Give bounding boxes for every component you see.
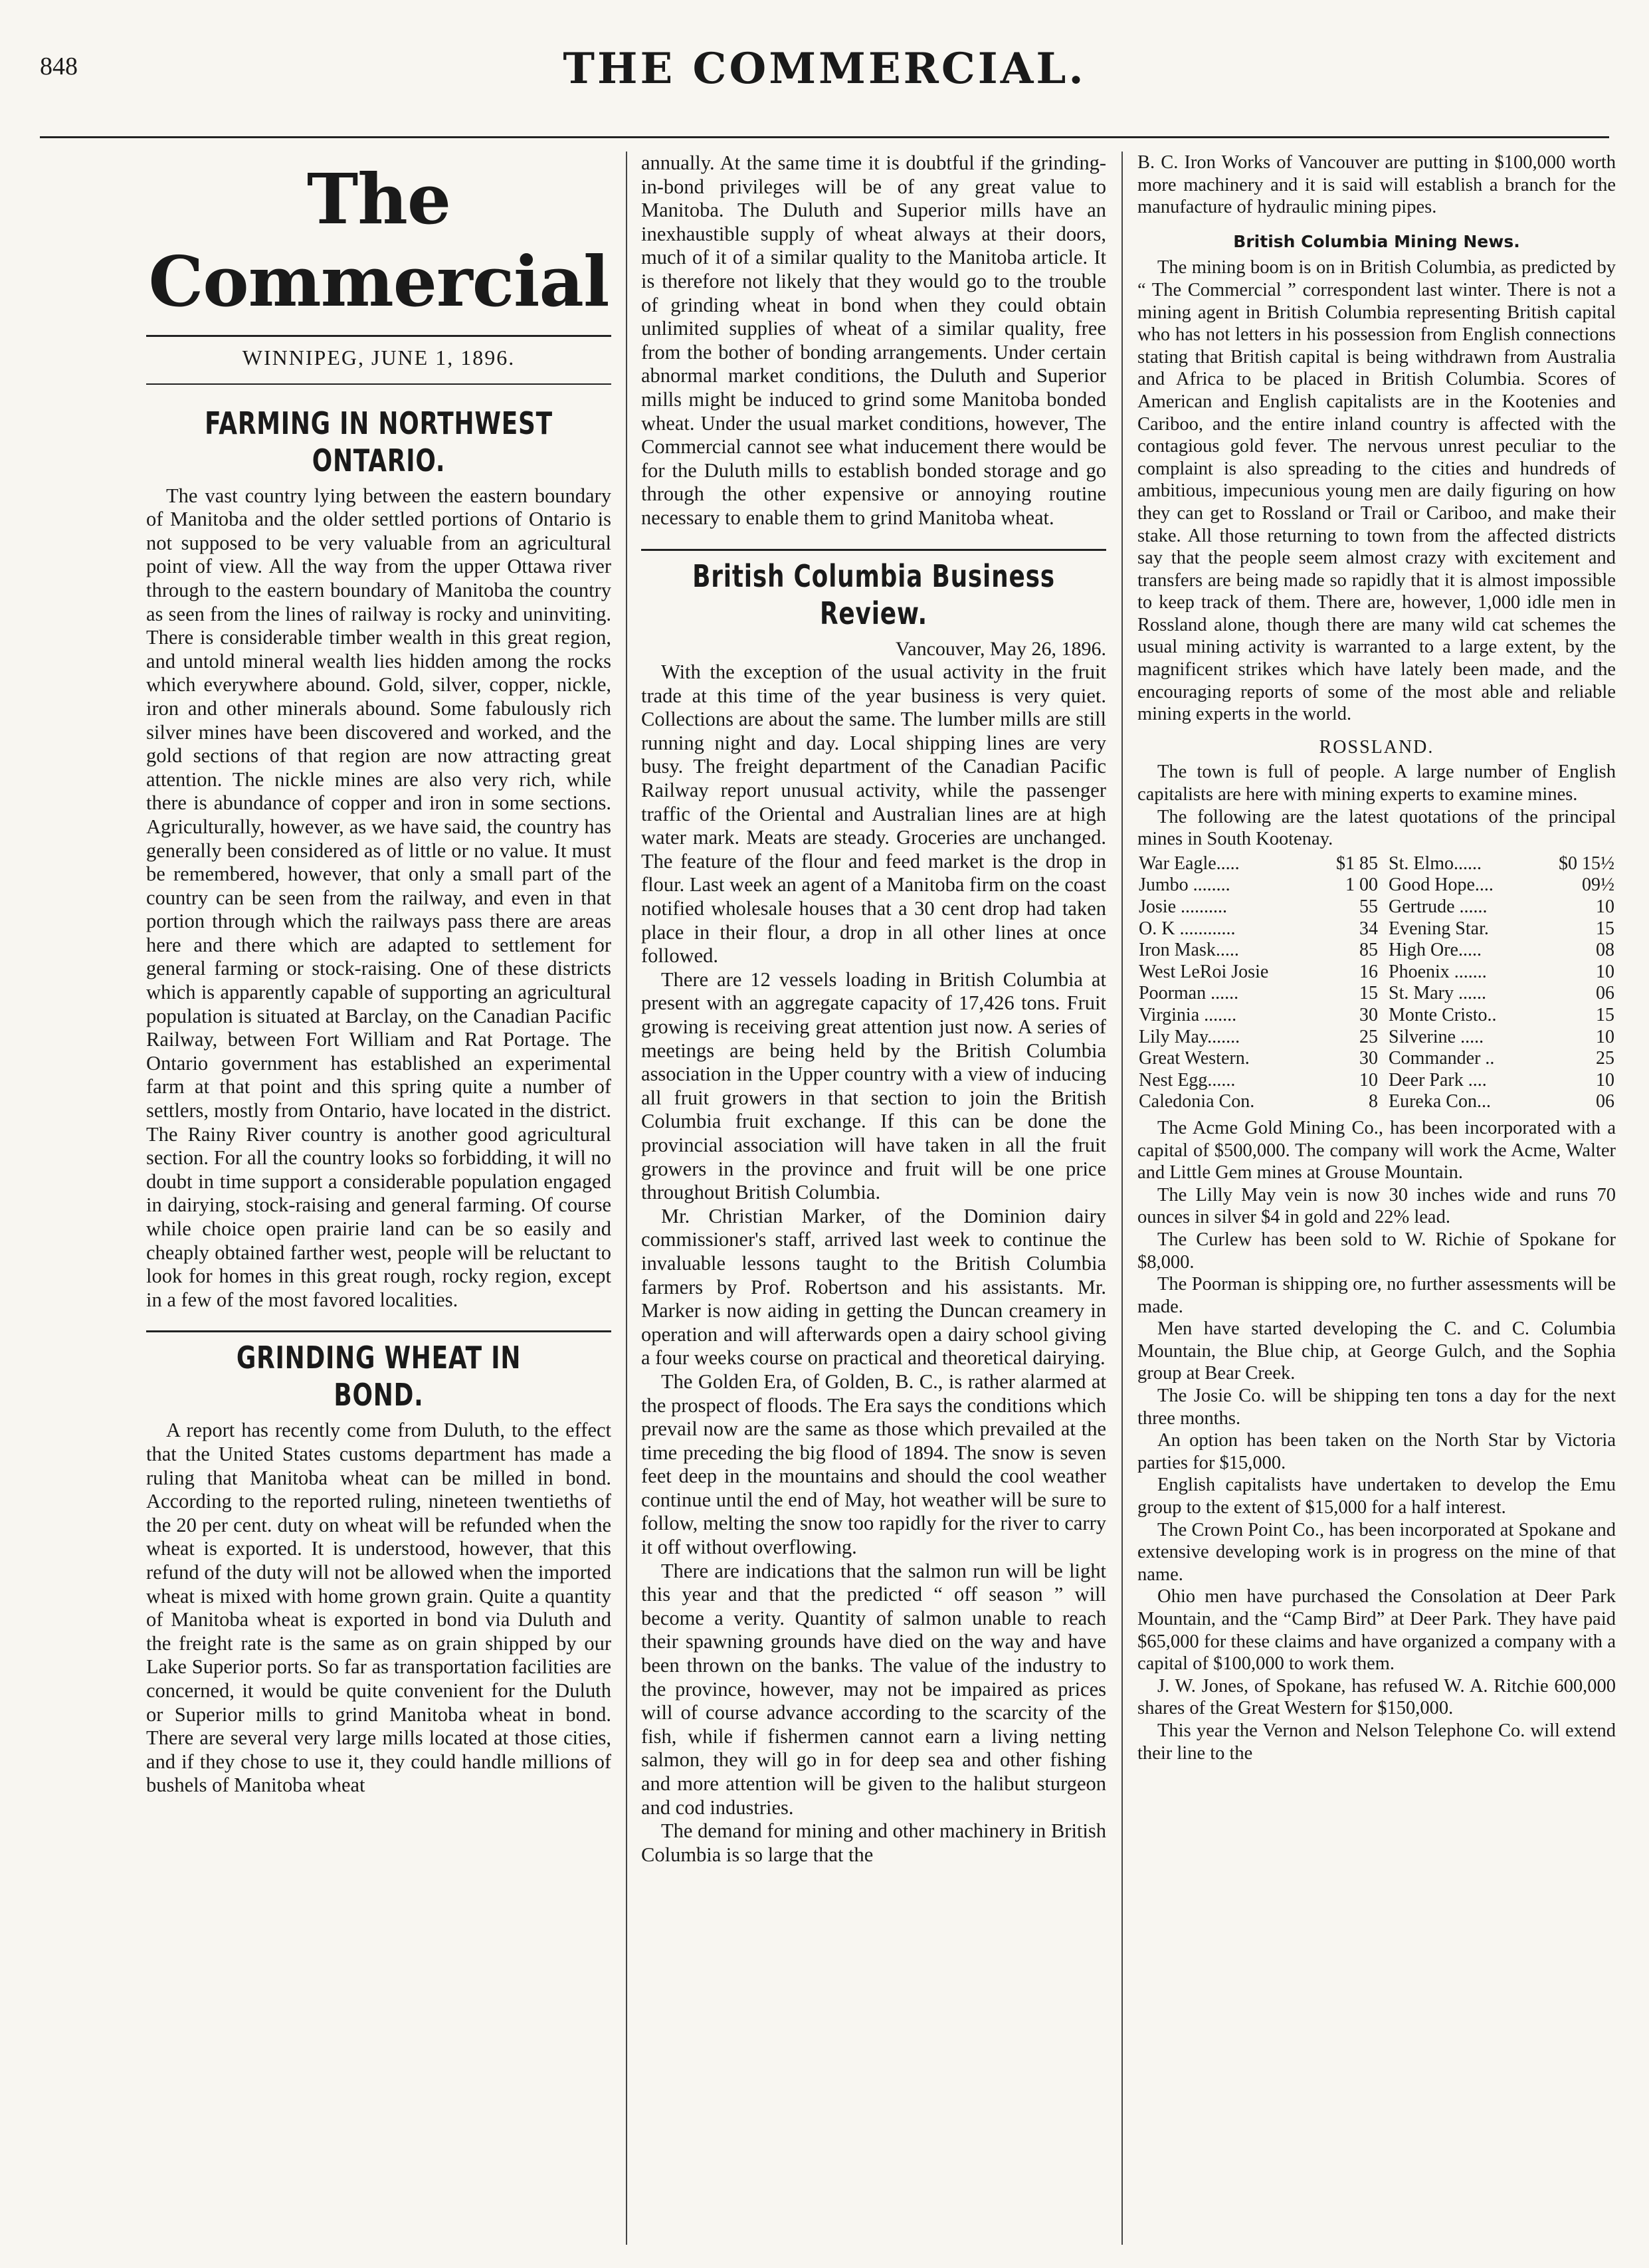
column-3 [1137,152,1616,2245]
dateline-rule [146,383,611,385]
mine-name: West LeRoi Josie [1139,961,1269,982]
mine-name: Good Hope.... [1389,875,1494,896]
mine-price: 10 [1596,896,1614,917]
mine-name: Caledonia Con. [1139,1091,1255,1112]
mine-price: 25 [1596,1048,1614,1069]
mine-price: 25 [1359,1026,1378,1047]
mine-price: 8 [1369,1091,1378,1112]
article-paragraph: The Lilly May vein is now 30 inches wide and runs 70 ounces in silver $4 in gold and 22% lead. [1137,1184,1616,1228]
article-paragraph: B. C. Iron Works of Vancouver are putting in $100,000 worth more machinery and it is said will establish a branch for the manufacture of hydraulic mining pipes. [1137,152,1616,218]
mine-name: St. Elmo...... [1389,853,1482,874]
article-paragraph: Mr. Christian Marker, of the Dominion dairy commissioner's staff, arrived last week to continue the invaluable lessons taught to the British Columbia farmers by Prof. Robertson and his assistants. Mr. Marker is now aiding in getting the Duncan creamery in operation and will afterwards open a dairy school giving a four weeks course on practical and theoretical dairying. [641,1204,1106,1370]
mine-price: 10 [1596,1026,1614,1047]
masthead-rule [146,335,611,337]
quotation-row [1137,1027,1616,1049]
quotation-row [1137,1070,1616,1092]
mine-name: Iron Mask..... [1139,940,1239,961]
quotation-row [1137,896,1616,918]
mine-name: Lily May....... [1139,1026,1240,1047]
quotation-row [1137,853,1616,875]
mine-price: $0 15½ [1559,853,1614,874]
article-paragraph: The Poorman is shipping ore, no further assessments will be made. [1137,1274,1616,1317]
mine-price: 06 [1596,1091,1614,1112]
article-paragraph: The Josie Co. will be shipping ten tons a day for the next three months. [1137,1386,1616,1429]
article-headline: British Columbia Business Review. [692,558,1055,631]
mine-price: 55 [1359,896,1378,917]
article-paragraph: annually. At the same time it is doubtful if the grinding-in-bond privileges will be of any great value to Manitoba. The Duluth and Superior mills have an inexhaustible supply of wheat always at their doors, much of it of a similar quality to the Manitoba article. It is therefore not likely that they would go to the trouble of grinding wheat in bond when they could obtain unlimited supplies of wheat of a similar quality, free from the bother of bonding arrangements. Under certain abnormal market conditions, the Duluth and Superior mills might be induced to grind some Manitoba bonded wheat. Under the usual market conditions, however, The Commercial cannot see what inducement there would be for the Duluth mills to establish bonded storage and go through the other expensive or annoying routine necessary to enable them to grind Manitoba wheat. [641,152,1106,529]
mine-price: 15 [1359,983,1378,1004]
section-subhead: British Columbia Mining News. [1233,231,1520,251]
mine-price: 10 [1359,1069,1378,1090]
article-paragraph: Men have started developing the C. and C. Columbia Mountain, the Blue chip, at George Gulch, and the Sophia group at Bear Creek. [1137,1318,1616,1384]
mine-price: 16 [1359,961,1378,982]
article-headline: GRINDING WHEAT IN BOND. [236,1340,522,1413]
section-heading: ROSSLAND. [1319,736,1434,758]
mine-name: Eureka Con... [1389,1091,1491,1112]
mine-price: 10 [1596,1069,1614,1090]
mine-price: 15 [1596,1004,1614,1025]
quotation-row [1137,1091,1616,1113]
column-1 [146,152,611,2245]
mine-name: Poorman ...... [1139,983,1239,1004]
mine-name: Commander .. [1389,1048,1495,1069]
quotation-row [1137,983,1616,1005]
mine-price: 09½ [1582,875,1614,896]
article-headline: FARMING IN NORTHWEST ONTARIO. [205,405,553,478]
mine-price: 30 [1359,1004,1378,1025]
mine-name: Evening Star. [1389,918,1489,939]
article-paragraph: The Curlew has been sold to W. Richie of Spokane for $8,000. [1137,1229,1616,1273]
mine-price: 34 [1359,918,1378,939]
page-number: 848 [40,52,78,80]
article-paragraph: Ohio men have purchased the Consolation at Deer Park Mountain, and the “Camp Bird” at Deer Park. They have paid $65,000 for these claims and have organized a company with a capital of $100,000 to work them. [1137,1586,1616,1675]
article-paragraph: The town is full of people. A large number of English capitalists are here with mining experts to examine mines. [1137,762,1616,805]
article-paragraph: A report has recently come from Duluth, to the effect that the United States customs department has made a ruling that Manitoba wheat can be milled in bond. According to the reported ruling, nineteen twentieths of the 20 per cent. duty on wheat will be refunded when the wheat is exported. It is understood, however, that this refund of the duty will not be allowed when the imported wheat is mixed with home grown grain. Quite a quantity of Manitoba wheat is exported in bond via Duluth and the freight rate is the same as on grain shipped by our Lake Superior ports. So far as transportation facilities are concerned, it would be quite convenient for the Duluth or Superior mills to grind Manitoba wheat in bond. There are several very large mills located at those cities, and if they chose to use it, they could handle millions of bushels of Manitoba wheat [146,1419,611,1797]
mine-name: Virginia ....... [1139,1004,1237,1025]
column-separator-1 [626,152,627,2245]
mine-price: 85 [1359,940,1378,961]
mine-price: 15 [1596,918,1614,939]
mine-price: 08 [1596,940,1614,961]
quotation-row [1137,918,1616,940]
mine-price: $1 85 [1336,853,1378,874]
article-paragraph: J. W. Jones, of Spokane, has refused W. A. Ritchie 600,000 shares of the Great Western for $150,000. [1137,1675,1616,1719]
dateline: WINNIPEG, JUNE 1, 1896. [242,346,516,369]
article-paragraph: The Golden Era, of Golden, B. C., is rather alarmed at the prospect of floods. The Era says the conditions which prevail now are the same as those which prevailed at the time preceding the big flood of 1894. The snow is seven feet deep in the mountains and should the cool weather continue until the end of May, hot weather will be sure to follow, melting the snow too rapidly for the river to carry it off without overflowing. [641,1370,1106,1559]
mine-name: O. K ............ [1139,918,1236,939]
article-paragraph: With the exception of the usual activity in the fruit trade at this time of the year business is very quiet. Collections are about the same. The lumber mills are still running night and day. Local shipping lines are very busy. The freight department of the Canadian Pacific Railway report unusual activity, while the passenger traffic of the Oriental and Australian lines are at high water mark. Meats are steady. Groceries are unchanged. The feature of the flour and feed market is the drop in flour. Last week an agent of a Manitoba firm on the coast notified wholesale houses that a 30 cent drop had taken place in their flour, a drop in all other lines at once followed. [641,661,1106,968]
quotation-row [1137,962,1616,983]
article-paragraph: The mining boom is on in British Columbia, as predicted by “ The Commercial ” correspondent last winter. There is not a mining agent in British Columbia representing British capital who has not letters in his possession from English connections stating that British capital is being withdrawn from Australia and Africa to be placed in British Columbia. Scores of American and English capitalists are in the Kootenies and Cariboo, and the entire inland country is affected with the contagious gold fever. The nervous unrest peculiar to the complaint is also spreading to the cities and hundreds of ambitious, impecunious young men are daily figuring on how they can get to Rossland or Trail or Cariboo, and make their stake. All those returning to town from the affected districts say that the people seem almost crazy with excitement and transfers are being made so rapidly that it is almost impossible to keep track of them. There are, however, 1,000 idle men in Rossland alone, though there are many wild cat schemes the usual mining activity is warranted to a large extent, by the magnificent strikes which have lately been made, and the encouraging reports of some of the most able and reliable mining experts in the world. [1137,257,1616,725]
article-paragraph: There are 12 vessels loading in British Columbia at present with an aggregate capacity of 17,426 tons. Fruit growing is receiving great attention just now. A series of meetings are being held by the British Columbia association in the Upper country with a view of inducing all fruit growers in that section to join the British Columbia fruit exchange. If this can be done the provincial association will have taken in all the fruit growers in the province and fruit will be one price throughout British Columbia. [641,968,1106,1204]
mine-name: Great Western. [1139,1048,1250,1069]
mine-name: Josie .......... [1139,896,1227,917]
mine-name: Phoenix ....... [1389,961,1487,982]
mine-name: Nest Egg...... [1139,1069,1236,1090]
article-paragraph: The demand for mining and other machinery in British Columbia is so large that the [641,1819,1106,1866]
mine-name: Silverine ..... [1389,1026,1484,1047]
mine-price: 06 [1596,983,1614,1004]
mine-name: St. Mary ...... [1389,983,1486,1004]
mine-name: Deer Park .... [1389,1069,1487,1090]
article-paragraph: The Acme Gold Mining Co., has been incorporated with a capital of $500,000. The company will work the Acme, Walter and Little Gem mines at Grouse Mountain. [1137,1117,1616,1184]
article-paragraph: An option has been taken on the North Star by Victoria parties for $15,000. [1137,1430,1616,1473]
masthead: The Commercial [148,158,609,322]
article-paragraph: There are indications that the salmon run will be light this year and that the predicted “ off season ” will become a verity. Quantity of salmon unable to reach their spawning grounds have died on the way and have been thrown on the banks. The value of the industry to the province, however, may not be impaired as prices will of course advance according to the scarcity of the fish, while if fishermen cannot earn a living netting salmon, they will go in for deep sea and other fishing and more attention will be given to the halibut sturgeon and cod industries. [641,1559,1106,1819]
header-rule [40,136,1609,138]
mine-price: 30 [1359,1048,1378,1069]
headline-rule [146,1330,611,1332]
article-paragraph: English capitalists have undertaken to develop the Emu group to the extent of $15,000 for a half interest. [1137,1475,1616,1518]
mine-price: 1 00 [1345,875,1378,896]
mine-price: 10 [1596,961,1614,982]
column-separator-2 [1121,152,1123,2245]
mine-name: Monte Cristo.. [1389,1004,1497,1025]
article-paragraph: The vast country lying between the eastern boundary of Manitoba and the older settled portions of Ontario is not supposed to be very valuable from an agricultural point of view. All the way from the upper Ottawa river through to the eastern boundary of Manitoba the country as seen from the lines of railway is rocky and uninviting. There is considerable timber wealth in this great region, and untold mineral wealth lies hidden among the rocks which everywhere abound. Gold, silver, copper, nickle, iron and other minerals abound. Some fabulously rich silver mines have been discovered and worked, and the gold sections of that region are now attracting great attention. The nickle mines are also very rich, while there is abundance of copper and iron in some sections. Agriculturally, however, as we have said, the country has generally been considered as of little or no value. It must be remembered, however, that only a small part of the country can be seen from the railway, and even in that portion through which the railways pass there are areas here and there which are adapted to settlement for general farming or stock-raising. One of these districts which is apparently capable of supporting an agricultural population is situated at Barclay, on the Canadian Pacific Railway, between Fort William and Rat Portage. The Ontario government has established an experimental farm at that point and this spring quite a number of settlers, mostly from Ontario, have located in the district. The Rainy River country is another good agricultural section. For all the country looks so forbidding, it will no doubt in time support a considerable population engaged in dairying, stock-raising and general farming. Of course while choice open prairie land can be so easily and cheaply obtained farther west, people will be reluctant to look for homes in this great rough, rocky region, except in a few of the most favored localities. [146,484,611,1311]
column-2 [641,152,1106,2245]
running-title: THE COMMERCIAL. [563,44,1086,94]
quotation-row [1137,1005,1616,1027]
quotation-row [1137,875,1616,896]
article-byline: Vancouver, May 26, 1896. [895,637,1106,660]
mine-name: Jumbo ........ [1139,875,1230,896]
article-paragraph: This year the Vernon and Nelson Telephone Co. will extend their line to the [1137,1720,1616,1764]
mine-name: War Eagle..... [1139,853,1240,874]
headline-rule [641,549,1106,551]
quotation-row [1137,940,1616,962]
mine-name: Gertrude ...... [1389,896,1488,917]
article-paragraph: The Crown Point Co., has been incorporated at Spokane and extensive developing work is in progress on the mine of that name. [1137,1519,1616,1585]
mine-name: High Ore..... [1389,940,1482,961]
mine-quotations-table [1137,853,1616,1113]
quotation-row [1137,1048,1616,1070]
article-paragraph: The following are the latest quotations of the principal mines in South Kootenay. [1137,806,1616,850]
